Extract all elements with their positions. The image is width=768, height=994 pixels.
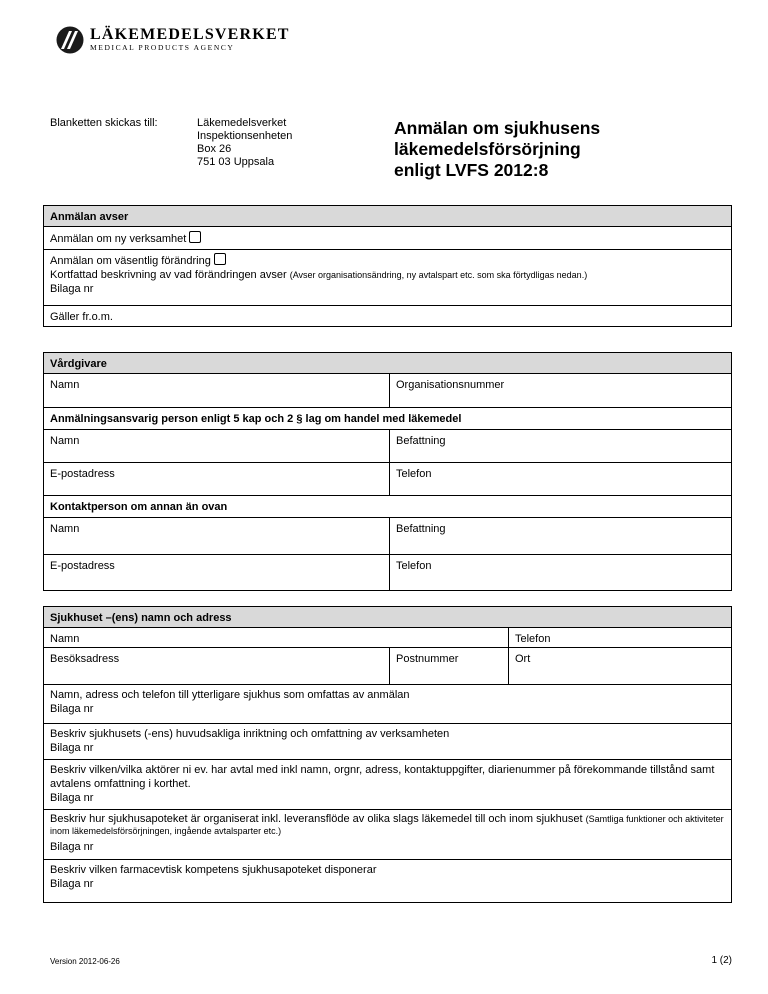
substantial-change-block[interactable] — [44, 250, 731, 305]
logo-subtitle: MEDICAL PRODUCTS AGENCY — [90, 43, 235, 52]
section-notification-type — [43, 205, 732, 327]
pharmaceutical-competence-label: Beskriv vilken farmacevtisk kompetens sjukhusapoteket disponerar — [50, 864, 377, 876]
hospital-focus-field[interactable] — [44, 724, 731, 759]
valid-from-field[interactable]: Gäller fr.o.m. — [50, 311, 113, 323]
change-description-note: (Avser organisationsändring, ny avtalspart etc. som ska förtydligas nedan.) — [289, 270, 588, 280]
version-label: Version 2012-06-26 — [50, 957, 120, 966]
section-heading: Anmälan avser — [44, 206, 731, 226]
hospital-name-field[interactable]: Namn — [50, 633, 80, 645]
attachment-label: Bilaga nr — [50, 283, 94, 295]
pharmaceutical-competence-field[interactable] — [44, 860, 731, 902]
pharmacy-organization-label: Beskriv hur sjukhusapoteket är organiserat inkl. leveransflöde av olika slags läkemedel till och inom sjukhuset — [50, 813, 583, 825]
address-line: Inspektionsenheten — [197, 130, 293, 142]
section-care-provider — [43, 352, 732, 591]
change-description-label: Kortfattad beskrivning av vad förändringen avser — [50, 269, 287, 281]
section-heading: Vårdgivare — [44, 353, 731, 373]
additional-hospitals-label: Namn, adress och telefon till ytterligare sjukhus som omfattas av anmälan — [50, 689, 410, 701]
attachment-label: Bilaga nr — [50, 742, 94, 754]
address-line: Box 26 — [197, 143, 232, 155]
contact-position-field[interactable]: Befattning — [389, 518, 731, 554]
logo-name: LÄKEMEDELSVERKET — [90, 26, 290, 43]
responsible-phone-field[interactable]: Telefon — [389, 463, 731, 495]
postal-code-field[interactable]: Postnummer — [389, 648, 508, 684]
page-number: 1 (2) — [711, 955, 732, 966]
new-business-checkbox[interactable] — [189, 231, 201, 243]
form-title-line: läkemedelsförsörjning — [394, 139, 581, 159]
responsible-name-field[interactable]: Namn — [50, 435, 80, 447]
pharmacy-organization-note: (Samtliga funktioner och aktiviteter inom läkemedelsförsörjningen, ingående avtalsparter etc.) — [50, 814, 724, 836]
new-business-label: Anmälan om ny verksamhet — [50, 233, 187, 245]
responsible-position-field[interactable]: Befattning — [389, 430, 731, 462]
pharmacy-organization-field[interactable] — [44, 810, 731, 859]
section-hospital — [43, 606, 732, 903]
send-to-label: Blanketten skickas till: — [50, 117, 158, 129]
provider-name-field[interactable]: Namn — [50, 379, 80, 391]
new-business-option[interactable] — [44, 227, 731, 249]
form-title-line: enligt LVFS 2012:8 — [394, 160, 549, 180]
contact-person-heading: Kontaktperson om annan än ovan — [50, 501, 228, 513]
hospital-phone-field[interactable]: Telefon — [508, 628, 731, 647]
responsible-person-heading: Anmälningsansvarig person enligt 5 kap och 2 § lag om handel med läkemedel — [50, 413, 462, 425]
hospital-focus-label: Beskriv sjukhusets (-ens) huvudsakliga inriktning och omfattning av verksamheten — [50, 728, 450, 740]
contact-phone-field[interactable]: Telefon — [389, 555, 731, 590]
agency-logo — [56, 26, 290, 54]
substantial-change-label: Anmälan om väsentlig förändring — [50, 255, 211, 267]
form-title — [394, 118, 600, 181]
org-number-field[interactable]: Organisationsnummer — [389, 374, 731, 407]
section-heading: Sjukhuset –(ens) namn och adress — [44, 607, 731, 627]
responsible-email-field[interactable]: E-postadress — [50, 468, 115, 480]
contact-email-field[interactable]: E-postadress — [50, 560, 115, 572]
attachment-label: Bilaga nr — [50, 841, 94, 853]
city-field[interactable]: Ort — [508, 648, 731, 684]
substantial-change-checkbox[interactable] — [214, 253, 226, 265]
address-line: Läkemedelsverket — [197, 117, 287, 129]
contract-actors-label: Beskriv vilken/vilka aktörer ni ev. har avtal med inkl namn, orgnr, adress, kontaktuppgifter, diarienummer på förekommande tillstånd samt avtalens omfattning i korthet. — [50, 764, 715, 790]
recipient-address — [197, 117, 292, 169]
contact-name-field[interactable]: Namn — [50, 523, 80, 535]
form-title-line: Anmälan om sjukhusens — [394, 118, 601, 138]
additional-hospitals-field[interactable] — [44, 685, 731, 723]
agency-logo-icon — [56, 26, 84, 54]
attachment-label: Bilaga nr — [50, 703, 94, 715]
attachment-label: Bilaga nr — [50, 878, 94, 890]
contract-actors-field[interactable] — [44, 760, 731, 809]
visiting-address-field[interactable]: Besöksadress — [50, 653, 120, 665]
attachment-label: Bilaga nr — [50, 792, 94, 804]
address-line: 751 03 Uppsala — [197, 156, 275, 168]
